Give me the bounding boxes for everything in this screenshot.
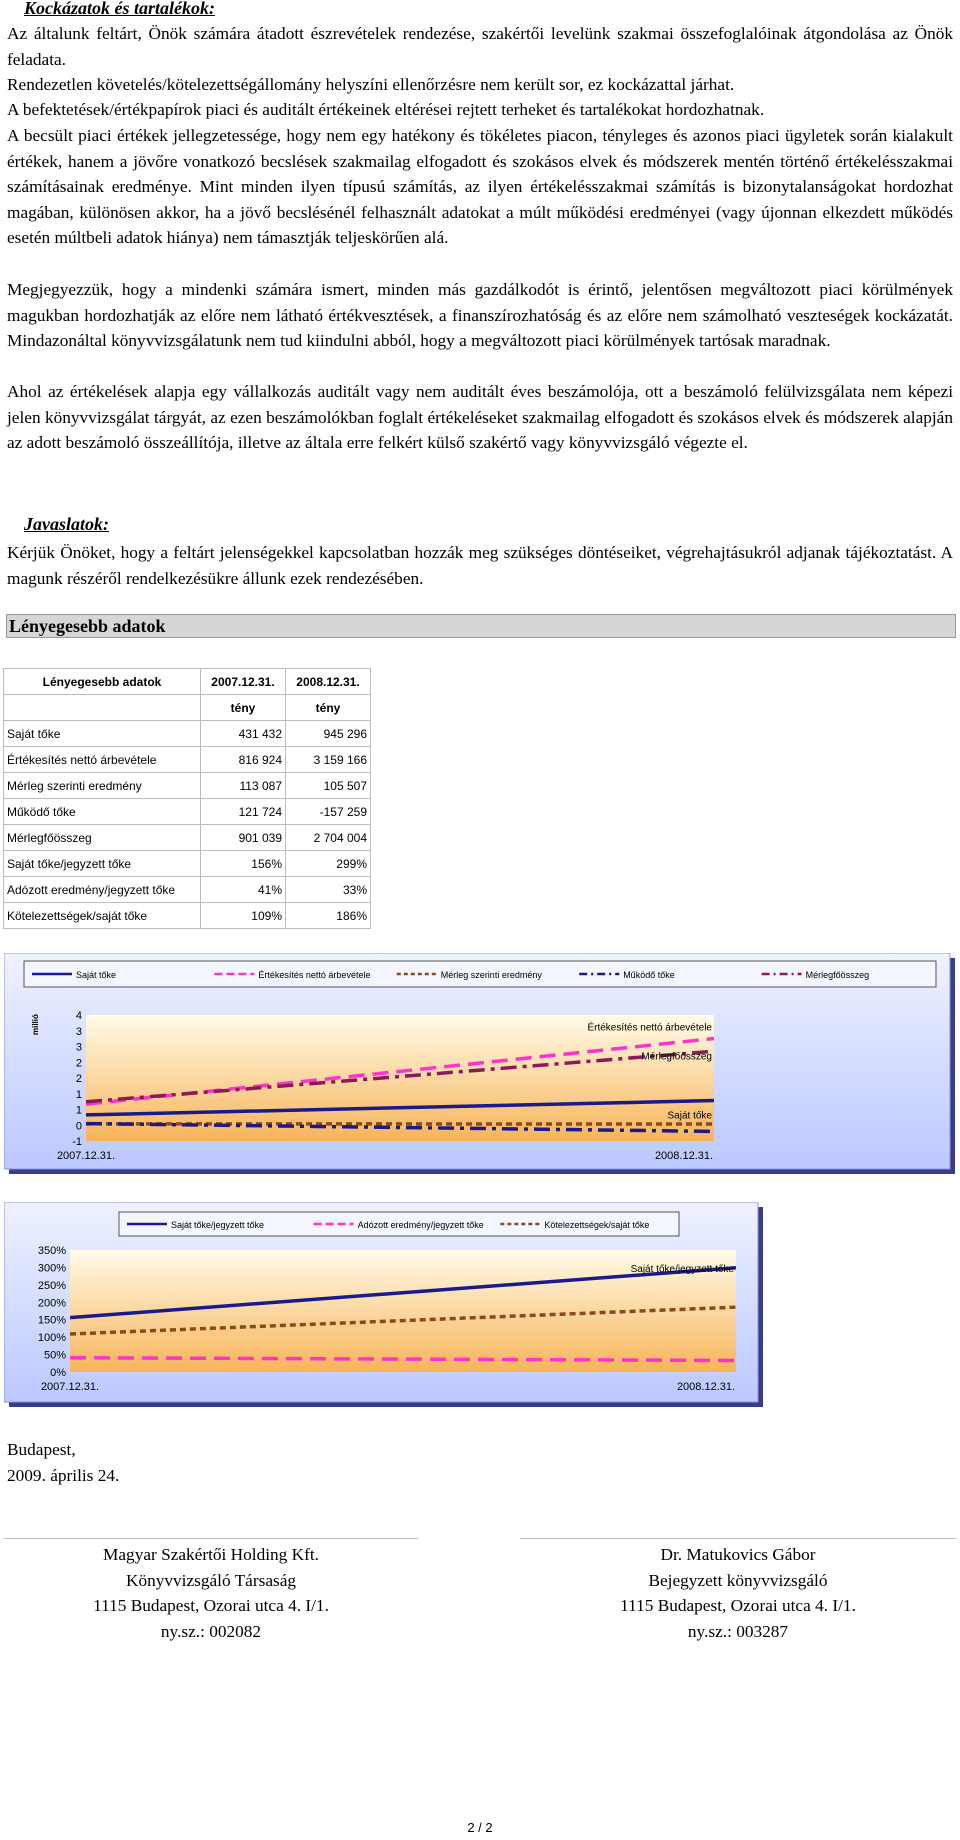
table-row	[4, 799, 371, 825]
y-tick-label: 250%	[37, 1279, 66, 1292]
y-tick-label: 0	[75, 1120, 82, 1133]
table-cell-value: 816 924	[201, 747, 286, 773]
table-row	[4, 877, 371, 903]
series-end-label: Értékesítés nettó árbevétele	[587, 1022, 712, 1034]
chart-ratios	[4, 1202, 764, 1408]
legend-label: Adózott eredmény/jegyzett tőke	[357, 1220, 484, 1230]
signature-registration: ny.sz.: 003287	[687, 1621, 789, 1641]
signature-address: 1115 Budapest, Ozorai utca 4. I/1.	[620, 1596, 856, 1615]
y-tick-label: 100%	[37, 1332, 66, 1345]
signature-line-right	[520, 1538, 956, 1539]
table-header-cell: 2008.12.31.	[286, 669, 371, 695]
y-tick-label: 2	[75, 1057, 82, 1070]
table-cell-label: Kötelezettségek/saját tőke	[4, 903, 201, 929]
risks-paragraph-6: Ahol az értékelések alapja egy vállalkozás auditált vagy nem auditált éves beszámolója, ott a beszámoló felülvizsgálata nem képezi jelen könyvvizsgálat tárgyát, az ezen beszámolókban foglalt értékeléseket szakmailag elfogadott és szokásos elvek és módszerek alapján az adott beszámoló összeállítója, illetve az általa erre felkért külső szakértő vagy könyvvizsgáló végezte el.	[7, 382, 953, 452]
y-tick-label: 50%	[43, 1349, 66, 1362]
series-end-label: Mérlegfőösszeg	[641, 1051, 712, 1063]
y-tick-label: 3	[75, 1025, 82, 1038]
table-cell-value: 41%	[201, 877, 286, 903]
legend-label: Mérlegfőösszeg	[805, 970, 870, 980]
key-data-title: Lényegesebb adatok	[6, 614, 956, 638]
signature-person: Dr. Matukovics Gábor	[660, 1545, 816, 1564]
place: Budapest,	[7, 1440, 76, 1459]
y-tick-label: 0%	[50, 1367, 66, 1379]
table-cell-value: 299%	[286, 851, 371, 877]
table-cell-label: Mérlegfőösszeg	[4, 825, 201, 851]
table-cell-value: 945 296	[286, 721, 371, 747]
signature-company-type: Könyvvizsgáló Társaság	[125, 1570, 297, 1590]
y-tick-label: 350%	[37, 1245, 66, 1257]
plot-area	[86, 1015, 714, 1141]
table-cell-label: Működő tőke	[4, 799, 201, 825]
table-cell-value: 901 039	[201, 825, 286, 851]
table-cell-value: 113 087	[201, 773, 286, 799]
table-cell-label: Adózott eredmény/jegyzett tőke	[4, 877, 201, 903]
y-tick-label: 3	[75, 1041, 82, 1054]
series-end-label: Saját tőke/jegyzett tőke	[630, 1263, 734, 1275]
table-cell-value: 2 704 004	[286, 825, 371, 851]
y-tick-label: 4	[75, 1010, 82, 1022]
y-tick-label: -1	[72, 1136, 82, 1148]
table-row	[4, 851, 371, 877]
table-header-row	[4, 669, 371, 695]
signature-registration: ny.sz.: 002082	[160, 1621, 262, 1641]
table-subheader-row	[4, 695, 371, 721]
table-row	[4, 773, 371, 799]
table-header-cell: Lényegesebb adatok	[4, 669, 201, 695]
table-cell-value: 431 432	[201, 721, 286, 747]
risks-paragraph-4: A becsült piaci értékek jellegzetessége, hogy nem egy hatékony és tökéletes piacon, tényleges és azonos piaci ügyletek során kialakult értékek, hanem a jövőre vonatkozó becslések szakmailag elfogadott és szokásos elvek és módszerek mentén történő értékelésszakmai számításainak eredménye. Mint minden ilyen típusú számítás, az ilyen értékelésszakmai számítás is bizonytalanságokat hordozhat magában, különösen akkor, ha a jövő becslésénél felhasznált adatokat a múlt működési eredményei (vagy újonnan elkezdett működés esetén múltbeli adatok hiánya) nem támasztják teljeskörűen alá.	[7, 126, 953, 247]
table-cell-value: 109%	[201, 903, 286, 929]
risks-paragraph-1: Az általunk feltárt, Önök számára átadott észrevételek rendezése, szakértői levelünk szakmai összefoglalóinak átgondolása az Önök feladata.	[7, 24, 953, 69]
table-subheader-cell: tény	[201, 695, 286, 721]
table-cell-value: -157 259	[286, 799, 371, 825]
key-data-table	[3, 668, 371, 929]
y-tick-label: 1	[75, 1104, 82, 1117]
proposals-paragraph: Kérjük Önöket, hogy a feltárt jelenségekkel kapcsolatban hozzák meg szükséges döntéseiket, végrehajtásukról adjanak tájékoztatást. A magunk részéről rendelkezésükre állunk ezek rendezésében.	[7, 543, 953, 588]
signature-address: 1115 Budapest, Ozorai utca 4. I/1.	[93, 1596, 329, 1615]
table-cell-label: Értékesítés nettó árbevétele	[4, 747, 201, 773]
legend-label: Mérleg szerinti eredmény	[440, 970, 542, 980]
table-cell-value: 33%	[286, 877, 371, 903]
page-number: 2 / 2	[467, 1820, 493, 1835]
x-tick-label: 2008.12.31.	[676, 1381, 736, 1393]
chart-financials	[4, 953, 956, 1175]
signature-line-left	[4, 1538, 418, 1539]
table-cell-value: 105 507	[286, 773, 371, 799]
signature-role: Bejegyzett könyvvizsgáló	[648, 1570, 828, 1590]
proposals-heading: Javaslatok:	[24, 514, 109, 534]
table-row	[4, 903, 371, 929]
legend-label: Saját tőke	[76, 970, 117, 980]
risks-heading: Kockázatok és tartalékok:	[24, 0, 215, 18]
legend-label: Működő tőke	[623, 970, 675, 980]
legend-label: Kötelezettségek/saját tőke	[544, 1220, 650, 1230]
series-end-label: Saját tőke	[667, 1110, 712, 1122]
table-subheader-cell	[4, 695, 201, 721]
legend-label: Saját tőke/jegyzett tőke	[171, 1220, 265, 1230]
y-tick-label: 150%	[37, 1314, 66, 1327]
table-cell-value: 121 724	[201, 799, 286, 825]
signature-block-left	[4, 1542, 418, 1644]
date: 2009. április 24.	[7, 1466, 120, 1485]
signature-block-right	[520, 1542, 956, 1644]
table-cell-value: 156%	[201, 851, 286, 877]
risks-paragraph-5: Megjegyezzük, hogy a mindenki számára ismert, minden más gazdálkodót is érintő, jelentősen megváltozott piaci körülmények magukban hordozhatják az előre nem látható értékvesztések, a finanszírozhatóság és az előre nem számolható veszteségek kockázatát. Mindazonáltal könyvvizsgálatunk nem tud kiindulni abból, hogy a megváltozott piaci körülmények tartósak maradnak.	[7, 280, 953, 350]
table-subheader-cell: tény	[286, 695, 371, 721]
x-tick-label: 2008.12.31.	[654, 1150, 714, 1162]
table-row	[4, 747, 371, 773]
y-tick-label: 2	[75, 1073, 82, 1085]
x-tick-label: 2007.12.31.	[56, 1150, 116, 1162]
table-cell-value: 3 159 166	[286, 747, 371, 773]
y-tick-label: 1	[75, 1088, 82, 1101]
risks-paragraph-2: Rendezetlen követelés/kötelezettségállomány helyszíni ellenőrzésre nem került sor, ez kockázattal járhat.	[7, 75, 735, 94]
y-axis-label: millió	[31, 1014, 40, 1035]
signature-company: Magyar Szakértői Holding Kft.	[103, 1545, 319, 1564]
legend-label: Értékesítés nettó árbevétele	[258, 970, 371, 980]
y-tick-label: 300%	[37, 1262, 66, 1275]
y-tick-label: 200%	[37, 1297, 66, 1310]
table-cell-label: Saját tőke/jegyzett tőke	[4, 851, 201, 877]
table-cell-label: Saját tőke	[4, 721, 201, 747]
table-cell-value: 186%	[286, 903, 371, 929]
table-cell-label: Mérleg szerinti eredmény	[4, 773, 201, 799]
table-row	[4, 721, 371, 747]
risks-paragraph-3: A befektetések/értékpapírok piaci és auditált értékeinek eltérései rejtett terheket és tartalékokat hordozhatnak.	[7, 100, 765, 119]
table-header-cell: 2007.12.31.	[201, 669, 286, 695]
x-tick-label: 2007.12.31.	[40, 1381, 100, 1393]
table-row	[4, 825, 371, 851]
